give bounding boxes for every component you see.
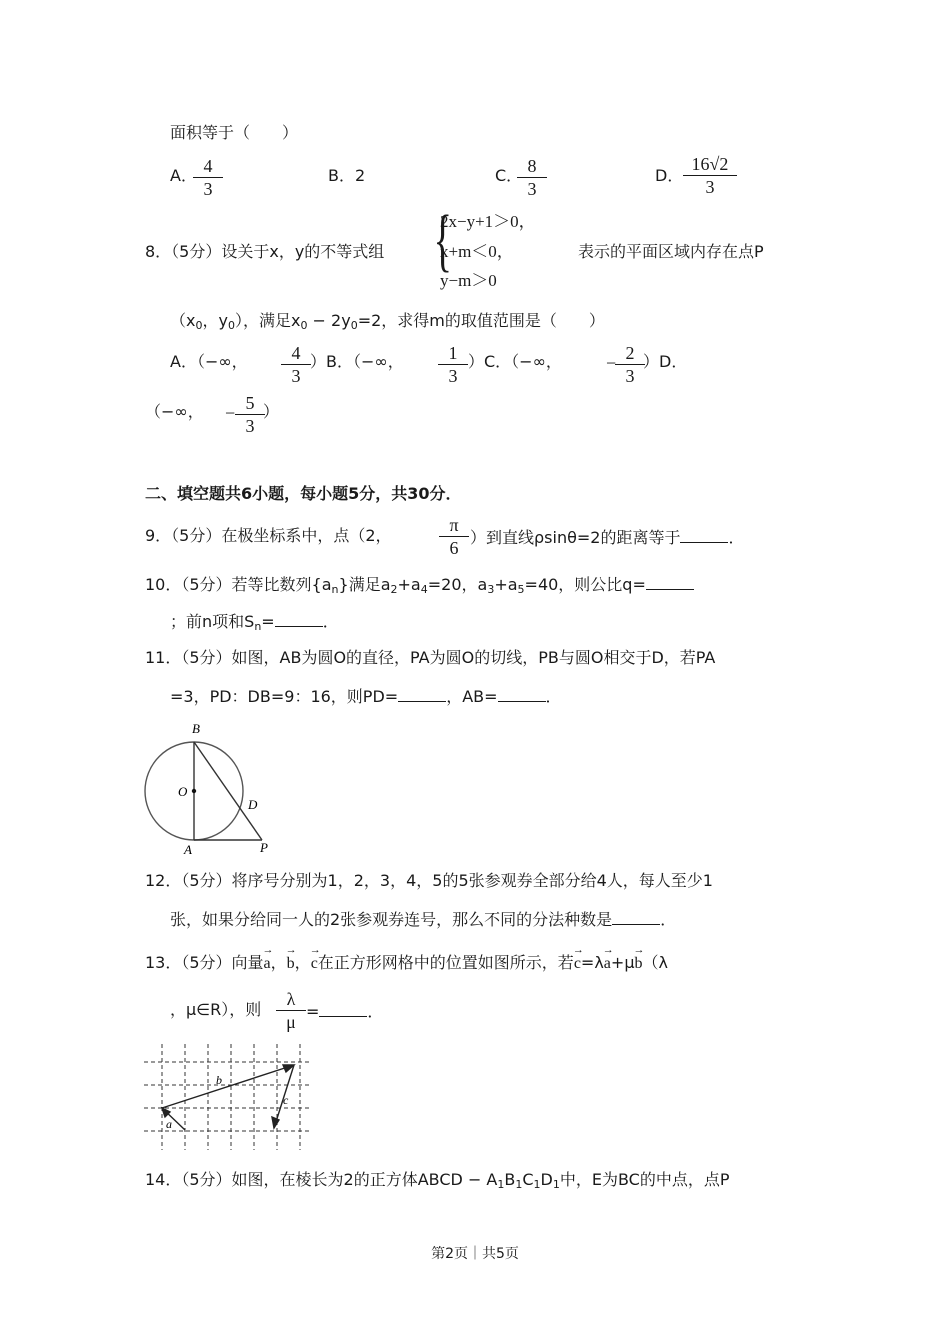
subscript: 2	[390, 583, 398, 596]
text-segment: ）到直线ρsinθ=2的距离等于	[470, 528, 681, 547]
text-segment: +μ	[610, 953, 635, 972]
subscript: 1	[533, 1178, 541, 1191]
label-p: P	[260, 840, 268, 855]
q7-option-d-label: D．	[655, 166, 684, 185]
q13-line2a: ，μ∈R），则	[170, 1000, 262, 1019]
q8-option-d-prefix: （−∞，	[145, 402, 204, 421]
secant-pb	[194, 742, 262, 840]
text-segment: C	[522, 1170, 534, 1189]
text-segment: =	[306, 1002, 320, 1021]
q7-option-c-label: C．	[495, 166, 523, 185]
text-segment: =3，PD：DB=9：16，则PD=	[170, 687, 399, 706]
fraction-numerator: π	[449, 515, 459, 535]
q7-tail: 面积等于（ ）	[170, 123, 299, 142]
vector-c: → c	[574, 956, 581, 972]
subscript: 0	[350, 319, 358, 332]
circle-figure	[138, 718, 278, 858]
fraction-denominator: 3	[448, 366, 458, 386]
vector-b: → b	[287, 956, 295, 972]
q13-fraction	[276, 990, 306, 1031]
subscript: 0	[300, 319, 308, 332]
answer-blank	[612, 910, 660, 925]
fraction-numerator: 16√2	[691, 154, 729, 174]
fraction-denominator: 3	[625, 366, 635, 386]
subscript: n	[254, 620, 262, 633]
text-segment: =λ	[580, 953, 604, 972]
fraction-denominator: 3	[245, 416, 255, 436]
text-segment: =20，a	[427, 575, 488, 594]
fraction-denominator: 6	[449, 538, 459, 558]
close-paren: ）	[263, 402, 280, 421]
answer-blank	[646, 575, 694, 590]
text-segment: =2，求得m的取值范围是（ ）	[357, 311, 605, 330]
answer-blank	[275, 612, 323, 627]
text-segment: }满足a	[338, 575, 391, 594]
q8-prefix: 8．（5分）设关于x，y的不等式组	[145, 242, 385, 261]
vector-a-arrowhead	[162, 1108, 170, 1117]
q7-option-c-fraction	[517, 157, 547, 198]
fraction-numerator: 4	[203, 156, 213, 176]
text-segment: 13．（5分）向量	[145, 953, 264, 972]
text-segment: ，y	[202, 311, 228, 330]
subscript: 1	[497, 1178, 505, 1191]
section-heading: 二、填空题共6小题，每小题5分，共30分．	[145, 484, 462, 503]
answer-blank	[498, 687, 546, 702]
label-d: D	[248, 797, 258, 812]
center-point	[192, 789, 196, 793]
fraction-numerator: 4	[291, 343, 301, 363]
fraction-numerator: 5	[245, 393, 255, 413]
system-brace: {	[433, 202, 453, 279]
q8-option-b-label: ）B．（−∞，	[310, 352, 404, 371]
text-segment: D	[540, 1170, 553, 1189]
q8-option-b-fraction	[438, 344, 468, 385]
fraction-denominator: 3	[527, 179, 537, 199]
text-segment: 在正方形网格中的位置如图所示，若	[317, 953, 574, 972]
label-vector-c: c	[283, 1093, 289, 1107]
text-segment: ．	[367, 1002, 384, 1021]
q7-option-b: B．2	[328, 166, 366, 185]
q11-line2	[170, 687, 562, 705]
text-segment: +a	[494, 575, 518, 594]
q8-option-c-fraction	[615, 344, 645, 385]
label-vector-a: a	[166, 1117, 172, 1131]
q8-inequality-1: 2x−y+1＞0，	[440, 212, 536, 231]
text-segment: ，	[294, 953, 311, 972]
text-segment: （λ	[642, 953, 668, 972]
minus-sign: −	[606, 353, 617, 373]
q7-option-a-fraction	[193, 157, 223, 198]
q8-inequality-3: y−m＞0	[440, 271, 497, 290]
subscript: 4	[420, 583, 428, 596]
q8-option-d-label: ）D．	[643, 352, 688, 371]
q9-fraction	[439, 516, 469, 557]
text-segment: ．	[728, 528, 745, 547]
text-segment: ．	[660, 910, 677, 929]
text-segment: 中，E为BC的中点，点P	[559, 1170, 730, 1189]
subscript: 1	[515, 1178, 523, 1191]
text-segment: =	[261, 612, 275, 631]
fraction-denominator: 3	[705, 177, 715, 197]
fraction-numerator: λ	[286, 989, 296, 1009]
fraction-denominator: 3	[203, 179, 213, 199]
q14-line1	[145, 1170, 730, 1191]
q9-text-b	[470, 528, 744, 546]
fraction-numerator: 2	[625, 343, 635, 363]
text-segment: =40，则公比q=	[524, 575, 646, 594]
text-segment: ．	[545, 687, 562, 706]
vector-c-arrowhead	[272, 1117, 279, 1128]
answer-blank	[319, 1002, 367, 1017]
q8-option-c-label: ）C．（−∞，	[468, 352, 562, 371]
text-segment: − 2y	[307, 311, 351, 330]
minus-sign: −	[225, 403, 236, 423]
text-segment: ．	[322, 612, 339, 631]
q10-line1	[145, 575, 694, 596]
subscript: 5	[517, 583, 525, 596]
q13-line1	[145, 955, 668, 972]
label-vector-b: b	[216, 1073, 222, 1087]
q8-inequality-2: x+m＜0，	[440, 242, 514, 261]
subscript: 1	[552, 1178, 560, 1191]
label-a: A	[184, 842, 192, 857]
text-segment: 10．（5分）若等比数列{a	[145, 575, 332, 594]
q7-option-d-fraction	[683, 155, 737, 196]
fraction-numerator: 8	[527, 156, 537, 176]
q11-line1: 11．（5分）如图，AB为圆O的直径，PA为圆O的切线，PB与圆O相交于D，若PA	[145, 648, 716, 667]
text-segment: 张，如果分给同一人的2张参观券连号，那么不同的分法种数是	[170, 910, 613, 929]
vector-a: → a	[604, 956, 611, 972]
vector-b-line	[162, 1065, 294, 1108]
subscript: 3	[487, 583, 495, 596]
q8-option-a-fraction	[281, 344, 311, 385]
fraction-denominator: μ	[286, 1012, 296, 1032]
vector-a: → a	[264, 956, 271, 972]
page-footer: 第2页｜共5页	[431, 1246, 519, 1262]
q12-line2	[170, 910, 676, 928]
label-o: O	[178, 784, 188, 799]
q12-line1: 12．（5分）将序号分别为1，2，3，4，5的5张参观券全部分给4人，每人至少1	[145, 871, 713, 890]
text-segment: 14．（5分）如图，在棱长为2的正方体ABCD − A	[145, 1170, 498, 1189]
q8-line2	[170, 311, 605, 332]
text-segment: B	[504, 1170, 516, 1189]
fraction-numerator: 1	[448, 343, 458, 363]
q13-line2b	[306, 1002, 383, 1020]
subscript: 0	[195, 319, 203, 332]
answer-blank	[680, 528, 728, 543]
subscript: 0	[227, 319, 235, 332]
fraction-denominator: 3	[291, 366, 301, 386]
vector-c: → c	[311, 956, 318, 972]
text-segment: ，AB=	[446, 687, 498, 706]
text-segment: ；前n项和S	[170, 612, 255, 631]
text-segment: +a	[397, 575, 421, 594]
text-segment: ），满足x	[234, 311, 301, 330]
q8-option-a-label: A．（−∞，	[170, 352, 248, 371]
vector-b: → b	[635, 956, 643, 972]
grid-figure	[140, 1040, 320, 1158]
q7-option-a-label: A．	[170, 166, 197, 185]
q9-text-a: 9．（5分）在极坐标系中，点（2，	[145, 526, 392, 545]
q8-option-d-fraction	[235, 394, 265, 435]
q10-line2	[170, 612, 339, 633]
q8-suffix: 表示的平面区域内存在点P	[578, 242, 764, 261]
label-b: B	[192, 721, 200, 736]
text-segment: ，	[270, 953, 287, 972]
subscript: n	[331, 583, 339, 596]
text-segment: （x	[170, 311, 196, 330]
answer-blank	[398, 687, 446, 702]
